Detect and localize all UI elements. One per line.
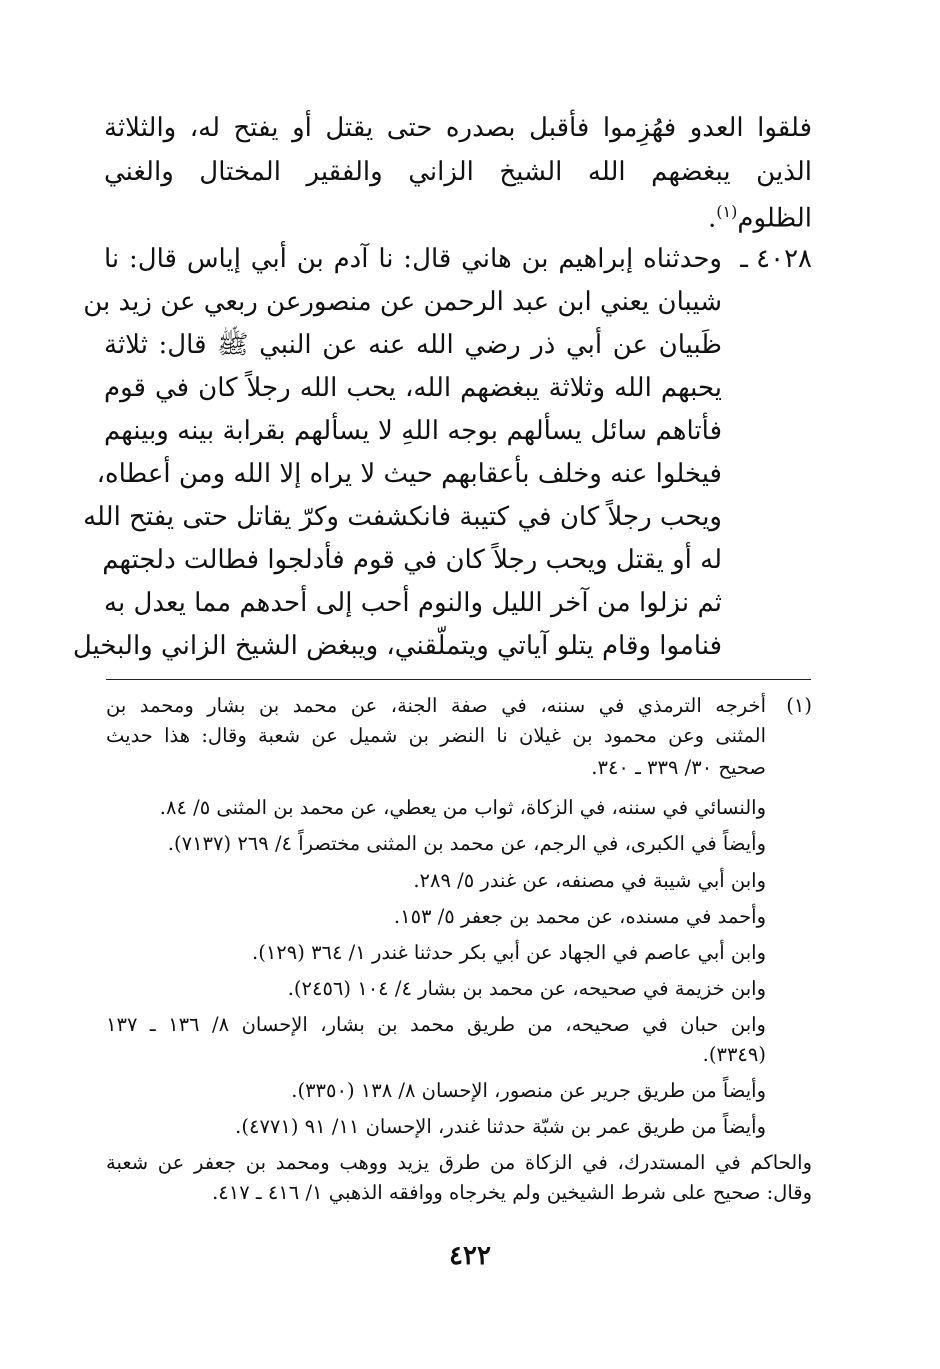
- footnote-marker: (١): [786, 694, 812, 717]
- footnote-line: وأيضاً في الكبرى، في الرجم، عن محمد بن المثنى مختصراً ٤/ ٢٦٩ (٧١٣٧).: [167, 832, 766, 855]
- hadith-text-line: فيخلوا عنه وخلف بأعقابهم حيث لا يراه إلا الله ومن أعطاه،: [96, 459, 722, 489]
- hadith-text-line: شيبان يعني ابن عبد الرحمن عن منصورعن ربعي عن زيد بن: [83, 287, 722, 317]
- footnote-line: (٣٣٤٩).: [702, 1043, 766, 1066]
- hadith-text-line: وحدثناه إبراهيم بن هاني قال: نا آدم بن أبي إياس قال: نا: [104, 244, 722, 274]
- hadith-text-line: فأتاهم سائل يسألهم بوجه اللهِ لا يسألهم بقرابة بينه وبينهم: [104, 416, 722, 446]
- end-punctuation: .: [708, 203, 717, 234]
- main-text-line-last: [708, 190, 812, 241]
- hadith-number: ٤٠٢٨ ـ: [740, 244, 812, 274]
- footnote-line: صحيح ٣٠/ ٣٣٩ ـ ٣٤٠.: [591, 756, 766, 779]
- main-text-word: الظلوم: [737, 203, 812, 234]
- footnote-line: وأيضاً من طريق عمر بن شبّة حدثنا غندر، الإحسان ١١/ ٩١ (٤٧٧١).: [235, 1115, 766, 1138]
- hadith-text-line: ويحب رجلاً كان في كتيبة فانكشفت وكرّ يقاتل حتى يفتح الله: [83, 502, 722, 532]
- footnote-line: وابن أبي عاصم في الجهاد عن أبي بكر حدثنا غندر ١/ ٣٦٤ (١٢٩).: [252, 941, 766, 964]
- footnote-line: وابن خزيمة في صحيحه، عن محمد بن بشار ٤/ ١٠٤ (٢٤٥٦).: [287, 977, 766, 1000]
- footnote-line: وأيضاً من طريق جرير عن منصور، الإحسان ٨/ ١٣٨ (٣٣٥٠).: [291, 1079, 766, 1102]
- footnote-line: وابن حبان في صحيحه، من طريق محمد بن بشار، الإحسان ٨/ ١٣٦ ـ ١٣٧: [106, 1013, 766, 1036]
- main-text-line: فلقوا العدو فهُزِموا فأقبل بصدره حتى يقتل أو يفتح له، والثلاثة: [104, 113, 812, 143]
- footnote-separator: [106, 679, 811, 680]
- page-number: ٤٢٢: [449, 1241, 491, 1271]
- footnote-line: وابن أبي شيبة في مصنفه، عن غندر ٥/ ٢٨٩.: [413, 869, 766, 892]
- hadith-text-line: ظَبيان عن أبي ذر رضي الله عنه عن النبي ﷺ قال: ثلاثة: [104, 330, 722, 360]
- main-text-line: الذين يبغضهم الله الشيخ الزاني والفقير المختال والغني: [104, 157, 812, 187]
- hadith-text-line: يحبهم الله وثلاثة يبغضهم الله، يحب الله رجلاً كان في قوم: [104, 373, 722, 403]
- hadith-text-line: له أو يقتل ويحب رجلاً كان في قوم فأدلجوا فطالت دلجتهم: [102, 545, 722, 575]
- footnote-line: والحاكم في المستدرك، في الزكاة من طرق يزيد ووهب ومحمد بن جعفر عن شعبة: [106, 1151, 812, 1174]
- footnote-line: أخرجه الترمذي في سننه، في صفة الجنة، عن محمد بن بشار ومحمد بن: [106, 694, 766, 717]
- footnote-line: والنسائي في سننه، في الزكاة، ثواب من يعطي، عن محمد بن المثنى ٥/ ٨٤.: [159, 796, 766, 819]
- hadith-text-line: ثم نزلوا من آخر الليل والنوم أحب إلى أحدهم مما يعدل به: [104, 588, 722, 618]
- footnote-reference: (١): [716, 202, 738, 221]
- footnote-line: وأحمد في مسنده، عن محمد بن جعفر ٥/ ١٥٣.: [393, 905, 766, 928]
- hadith-text-line: فناموا وقام يتلو آياتي ويتملّقني، ويبغض الشيخ الزاني والبخيل: [72, 631, 722, 661]
- footnote-line: المثنى وعن محمود بن غيلان نا النضر بن شميل عن شعبة وقال: هذا حديث: [106, 724, 766, 747]
- footnote-line: وقال: صحيح على شرط الشيخين ولم يخرجاه ووافقه الذهبي ١/ ٤١٦ ـ ٤١٧.: [212, 1181, 812, 1204]
